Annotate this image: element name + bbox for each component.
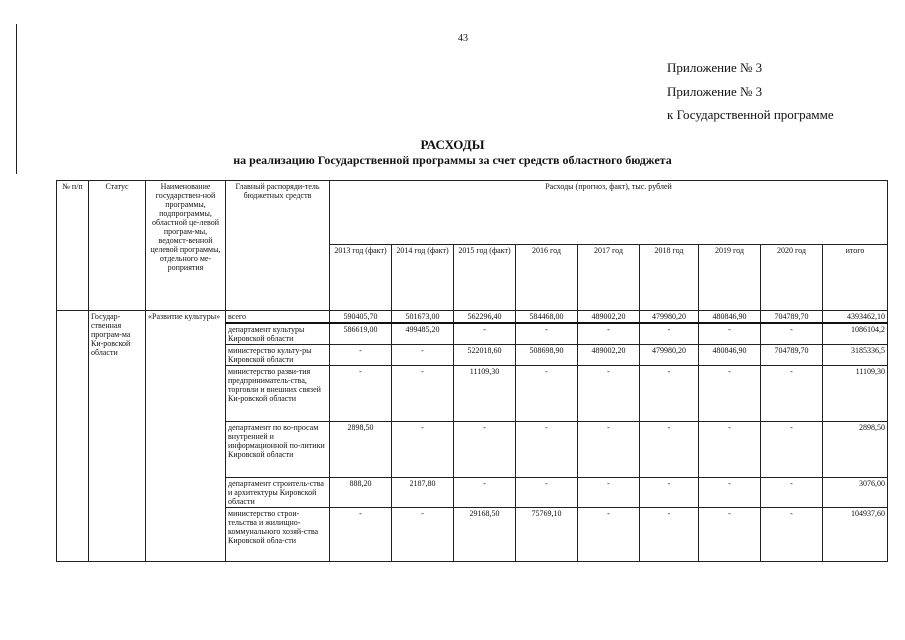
value-cell: 704789,70 bbox=[761, 345, 823, 366]
header-year-2015: 2015 год (факт) bbox=[454, 245, 516, 311]
value-cell: 888,20 bbox=[330, 478, 392, 508]
total-cell: 104937,60 bbox=[823, 508, 888, 562]
value-cell: 590405,70 bbox=[330, 311, 392, 324]
value-cell: - bbox=[761, 366, 823, 422]
value-cell: - bbox=[761, 323, 823, 345]
total-cell: 3076,00 bbox=[823, 478, 888, 508]
value-cell: - bbox=[699, 478, 761, 508]
value-cell: - bbox=[330, 508, 392, 562]
value-cell: 75769,10 bbox=[516, 508, 578, 562]
manager-cell: департамент строитель-ства и архитектуры Кировской области bbox=[226, 478, 330, 508]
value-cell: - bbox=[578, 323, 640, 345]
value-cell: - bbox=[516, 366, 578, 422]
program-status: Государ-ственная програм-ма Ки-ровской области bbox=[89, 311, 146, 562]
value-cell: - bbox=[392, 345, 454, 366]
table-row bbox=[57, 311, 888, 324]
value-cell: - bbox=[578, 422, 640, 478]
header-year-2020: 2020 год bbox=[761, 245, 823, 311]
header-total: итого bbox=[823, 245, 888, 311]
header-year-2013: 2013 год (факт) bbox=[330, 245, 392, 311]
value-cell: 586619,00 bbox=[330, 323, 392, 345]
value-cell: - bbox=[578, 366, 640, 422]
value-cell: 584468,00 bbox=[516, 311, 578, 324]
value-cell: 479980,20 bbox=[640, 345, 699, 366]
value-cell: - bbox=[761, 478, 823, 508]
value-cell: 29168,50 bbox=[454, 508, 516, 562]
value-cell: - bbox=[392, 366, 454, 422]
value-cell: - bbox=[640, 508, 699, 562]
total-cell: 1086104,2 bbox=[823, 323, 888, 345]
appendix-line-2: Приложение № 3 bbox=[667, 84, 763, 99]
value-cell: - bbox=[454, 478, 516, 508]
expenses-table bbox=[56, 180, 888, 562]
header-year-2018: 2018 год bbox=[640, 245, 699, 311]
value-cell: 499485,20 bbox=[392, 323, 454, 345]
value-cell: - bbox=[516, 478, 578, 508]
manager-cell: департамент культуры Кировской области bbox=[226, 323, 330, 345]
appendix-line-3: к Государственной программе bbox=[667, 107, 834, 122]
row-number-cell bbox=[57, 311, 89, 562]
value-cell: - bbox=[640, 366, 699, 422]
value-cell: 489002,20 bbox=[578, 345, 640, 366]
value-cell: 489002,20 bbox=[578, 311, 640, 324]
value-cell: 522018,60 bbox=[454, 345, 516, 366]
value-cell: - bbox=[392, 508, 454, 562]
value-cell: 479980,20 bbox=[640, 311, 699, 324]
value-cell: 562296,40 bbox=[454, 311, 516, 324]
value-cell: - bbox=[640, 478, 699, 508]
value-cell: 501673,00 bbox=[392, 311, 454, 324]
value-cell: 11109,30 bbox=[454, 366, 516, 422]
value-cell: - bbox=[392, 422, 454, 478]
header-num: № п/п bbox=[57, 181, 89, 311]
header-year-2019: 2019 год bbox=[699, 245, 761, 311]
value-cell: - bbox=[578, 508, 640, 562]
manager-cell: министерство строи-тельства и жилищно-коммунального хозяй-ства Кировской обла-сти bbox=[226, 508, 330, 562]
header-year-2017: 2017 год bbox=[578, 245, 640, 311]
total-cell: 4393462,10 bbox=[823, 311, 888, 324]
value-cell: - bbox=[330, 345, 392, 366]
manager-cell: всего bbox=[226, 311, 330, 324]
value-cell: - bbox=[330, 366, 392, 422]
header-year-2016: 2016 год bbox=[516, 245, 578, 311]
total-cell: 3185336,5 bbox=[823, 345, 888, 366]
value-cell: - bbox=[699, 422, 761, 478]
header-year-2014: 2014 год (факт) bbox=[392, 245, 454, 311]
header-expenses: Расходы (прогноз, факт), тыс. рублей bbox=[330, 181, 888, 245]
header-name: Наименование государствен-ной программы, подпрограммы, областной це-левой програм-мы, ведомст-венной целевой программы, отдельного ме-роприятия bbox=[146, 181, 226, 311]
header-manager: Главный распоряди-тель бюджетных средств bbox=[226, 181, 330, 311]
header-status: Статус bbox=[89, 181, 146, 311]
value-cell: 2187,80 bbox=[392, 478, 454, 508]
value-cell: 480846,90 bbox=[699, 311, 761, 324]
value-cell: - bbox=[640, 422, 699, 478]
value-cell: 704789,70 bbox=[761, 311, 823, 324]
value-cell: - bbox=[761, 422, 823, 478]
value-cell: - bbox=[699, 323, 761, 345]
value-cell: - bbox=[516, 323, 578, 345]
value-cell: - bbox=[640, 323, 699, 345]
value-cell: - bbox=[516, 422, 578, 478]
value-cell: - bbox=[761, 508, 823, 562]
manager-cell: министерство культу-ры Кировской области bbox=[226, 345, 330, 366]
value-cell: - bbox=[454, 323, 516, 345]
page-number: 43 bbox=[458, 33, 468, 44]
appendix-line-1: Приложение № 3 bbox=[667, 60, 763, 75]
value-cell: - bbox=[578, 478, 640, 508]
manager-cell: департамент по во-просам внутренней и информационной по-литики Кировской области bbox=[226, 422, 330, 478]
manager-cell: министерство разви-тия предприниматель-ства, торговли и внешних связей Ки-ровской области bbox=[226, 366, 330, 422]
value-cell: - bbox=[454, 422, 516, 478]
document-subtitle: на реализацию Государственной программы за счет средств областного бюджета bbox=[233, 153, 672, 167]
total-cell: 2898,50 bbox=[823, 422, 888, 478]
value-cell: - bbox=[699, 366, 761, 422]
value-cell: - bbox=[699, 508, 761, 562]
value-cell: 2898,50 bbox=[330, 422, 392, 478]
document-title: РАСХОДЫ bbox=[420, 137, 485, 152]
value-cell: 508698,90 bbox=[516, 345, 578, 366]
program-name: «Развитие культуры» bbox=[146, 311, 226, 562]
total-cell: 11109,30 bbox=[823, 366, 888, 422]
value-cell: 480846,90 bbox=[699, 345, 761, 366]
